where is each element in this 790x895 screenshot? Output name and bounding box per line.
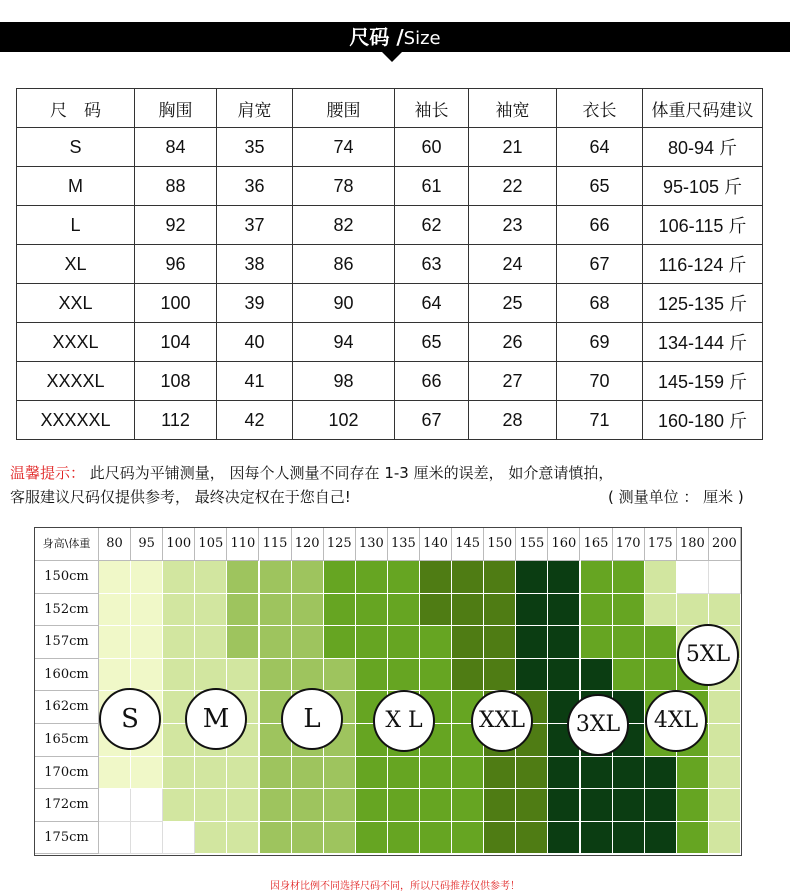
height-weight-chart <box>34 527 742 856</box>
grid-cell <box>131 822 163 855</box>
grid-cell <box>195 659 227 692</box>
grid-cell <box>645 757 677 790</box>
grid-cell <box>163 626 195 659</box>
table-cell: 64 <box>395 284 469 323</box>
table-row <box>17 206 763 245</box>
table-cell: 67 <box>395 401 469 440</box>
grid-cell <box>613 594 645 627</box>
grid-cell <box>645 789 677 822</box>
grid-cell <box>677 594 709 627</box>
height-header: 162cm <box>35 691 99 724</box>
weight-header: 145 <box>452 528 484 561</box>
grid-cell <box>548 822 580 855</box>
table-cell: S <box>17 128 135 167</box>
column-header: 袖宽 <box>469 89 557 128</box>
table-cell: 26 <box>469 323 557 362</box>
table-cell: 40 <box>217 323 293 362</box>
grid-cell <box>613 822 645 855</box>
grid-cell <box>581 757 613 790</box>
grid-cell <box>227 626 259 659</box>
grid-cell <box>99 659 131 692</box>
grid-cell <box>613 789 645 822</box>
grid-cell <box>709 724 741 757</box>
table-cell: 112 <box>135 401 217 440</box>
grid-cell <box>581 626 613 659</box>
grid-cell <box>548 626 580 659</box>
grid-cell <box>484 822 516 855</box>
grid-cell <box>452 561 484 594</box>
grid-cell <box>292 822 324 855</box>
grid-cell <box>163 822 195 855</box>
size-table-header <box>17 89 763 128</box>
grid-cell <box>356 594 388 627</box>
grid-cell <box>388 594 420 627</box>
grid-cell <box>645 561 677 594</box>
grid-cell <box>388 822 420 855</box>
height-weight-grid <box>35 528 741 855</box>
table-cell: 66 <box>557 206 643 245</box>
table-cell: 82 <box>293 206 395 245</box>
grid-cell <box>195 757 227 790</box>
measurement-unit: ( 测量单位 ： 厘米 ) <box>608 488 744 506</box>
size-badge: M <box>185 688 247 750</box>
grid-cell <box>548 659 580 692</box>
grid-cell <box>420 757 452 790</box>
banner-title-en: Size <box>403 28 441 49</box>
notice-label: 温馨提示： <box>10 464 86 482</box>
table-cell: 68 <box>557 284 643 323</box>
grid-cell <box>452 659 484 692</box>
grid-cell <box>516 757 548 790</box>
weight-header: 155 <box>516 528 548 561</box>
grid-cell <box>645 659 677 692</box>
grid-cell <box>581 594 613 627</box>
grid-cell <box>420 822 452 855</box>
table-row <box>17 284 763 323</box>
weight-header: 135 <box>388 528 420 561</box>
table-row <box>17 245 763 284</box>
grid-cell <box>99 626 131 659</box>
weight-header: 200 <box>709 528 741 561</box>
grid-cell <box>260 822 292 855</box>
table-cell: XXXXL <box>17 362 135 401</box>
grid-cell <box>677 789 709 822</box>
table-row <box>17 362 763 401</box>
grid-cell <box>260 789 292 822</box>
table-cell: 86 <box>293 245 395 284</box>
grid-cell <box>99 789 131 822</box>
grid-cell <box>227 659 259 692</box>
table-cell: L <box>17 206 135 245</box>
grid-cell <box>227 789 259 822</box>
grid-cell <box>516 822 548 855</box>
weight-header: 80 <box>99 528 131 561</box>
grid-cell <box>613 561 645 594</box>
grid-cell <box>516 626 548 659</box>
table-cell: 24 <box>469 245 557 284</box>
table-cell: 95-105 斤 <box>643 167 763 206</box>
grid-cell <box>548 594 580 627</box>
table-cell: 104 <box>135 323 217 362</box>
table-cell: 23 <box>469 206 557 245</box>
notice-line-2 <box>10 486 351 507</box>
notice-text-1: 此尺码为平铺测量， 因每个人测量不同存在 1-3 厘米的误差， 如介意请慎拍， <box>85 464 614 482</box>
grid-cell <box>324 626 356 659</box>
grid-cell <box>195 594 227 627</box>
banner-title <box>0 22 790 52</box>
grid-cell <box>548 561 580 594</box>
height-header: 165cm <box>35 724 99 757</box>
grid-cell <box>356 659 388 692</box>
table-cell: 35 <box>217 128 293 167</box>
grid-cell <box>452 757 484 790</box>
size-badge: 5XL <box>677 624 739 686</box>
grid-cell <box>581 561 613 594</box>
grid-cell <box>581 789 613 822</box>
grid-cell <box>645 822 677 855</box>
height-header: 157cm <box>35 626 99 659</box>
grid-cell <box>613 757 645 790</box>
grid-cell <box>581 659 613 692</box>
weight-header: 105 <box>195 528 227 561</box>
grid-cell <box>324 757 356 790</box>
grid-cell <box>292 594 324 627</box>
table-cell: 38 <box>217 245 293 284</box>
grid-cell <box>677 561 709 594</box>
table-cell: 61 <box>395 167 469 206</box>
grid-cell <box>227 757 259 790</box>
table-cell: 125-135 斤 <box>643 284 763 323</box>
table-cell: 41 <box>217 362 293 401</box>
grid-cell <box>709 561 741 594</box>
grid-cell <box>195 822 227 855</box>
grid-cell <box>195 789 227 822</box>
grid-cell <box>356 561 388 594</box>
grid-cell <box>484 626 516 659</box>
grid-cell <box>324 561 356 594</box>
table-cell: XL <box>17 245 135 284</box>
table-cell: 71 <box>557 401 643 440</box>
banner-title-cn: 尺码 / <box>349 25 404 49</box>
table-cell: 116-124 斤 <box>643 245 763 284</box>
grid-cell <box>709 691 741 724</box>
table-row <box>17 323 763 362</box>
grid-cell <box>131 594 163 627</box>
grid-cell <box>388 626 420 659</box>
table-cell: 25 <box>469 284 557 323</box>
table-cell: XXXL <box>17 323 135 362</box>
grid-cell <box>645 594 677 627</box>
grid-cell <box>388 757 420 790</box>
grid-cell <box>99 757 131 790</box>
grid-cell <box>516 561 548 594</box>
grid-cell <box>420 561 452 594</box>
banner-notch <box>382 52 402 62</box>
weight-header: 100 <box>163 528 195 561</box>
table-cell: 100 <box>135 284 217 323</box>
grid-cell <box>292 757 324 790</box>
size-badge: S <box>99 688 161 750</box>
height-header: 152cm <box>35 594 99 627</box>
grid-cell <box>709 789 741 822</box>
column-header: 肩宽 <box>217 89 293 128</box>
table-cell: 66 <box>395 362 469 401</box>
grid-cell <box>260 757 292 790</box>
weight-header: 140 <box>420 528 452 561</box>
size-badge: 3XL <box>567 694 629 756</box>
grid-cell <box>709 594 741 627</box>
table-row <box>17 128 763 167</box>
grid-cell <box>260 561 292 594</box>
table-cell: XXXXXL <box>17 401 135 440</box>
height-header: 175cm <box>35 822 99 855</box>
table-cell: 84 <box>135 128 217 167</box>
grid-cell <box>677 822 709 855</box>
table-cell: 96 <box>135 245 217 284</box>
table-cell: XXL <box>17 284 135 323</box>
table-cell: 28 <box>469 401 557 440</box>
size-table-body <box>17 128 763 440</box>
table-cell: 106-115 斤 <box>643 206 763 245</box>
table-row <box>17 167 763 206</box>
grid-cell <box>709 822 741 855</box>
size-badge: XXL <box>471 690 533 752</box>
grid-cell <box>452 626 484 659</box>
grid-cell <box>484 561 516 594</box>
table-cell: 42 <box>217 401 293 440</box>
weight-header: 180 <box>677 528 709 561</box>
height-header: 150cm <box>35 561 99 594</box>
weight-header: 130 <box>356 528 388 561</box>
grid-cell <box>548 789 580 822</box>
grid-cell <box>163 561 195 594</box>
table-cell: 64 <box>557 128 643 167</box>
table-cell: 74 <box>293 128 395 167</box>
grid-cell <box>484 659 516 692</box>
table-cell: 134-144 斤 <box>643 323 763 362</box>
notice-text-2: 客服建议尺码仅提供参考， 最终决定权在于您自己! <box>10 488 351 506</box>
weight-header: 120 <box>292 528 324 561</box>
column-header: 尺 码 <box>17 89 135 128</box>
grid-cell <box>260 659 292 692</box>
table-cell: 108 <box>135 362 217 401</box>
grid-cell <box>548 757 580 790</box>
weight-header: 160 <box>548 528 580 561</box>
grid-cell <box>292 561 324 594</box>
grid-cell <box>260 626 292 659</box>
column-header: 体重尺码建议 <box>643 89 763 128</box>
grid-cell <box>516 789 548 822</box>
table-cell: 65 <box>557 167 643 206</box>
grid-cell <box>292 626 324 659</box>
grid-cell <box>324 789 356 822</box>
weight-header: 170 <box>613 528 645 561</box>
grid-cell <box>613 659 645 692</box>
grid-cell <box>227 594 259 627</box>
column-header: 胸围 <box>135 89 217 128</box>
grid-cell <box>484 789 516 822</box>
grid-cell <box>420 659 452 692</box>
grid-cell <box>677 757 709 790</box>
grid-cell <box>163 659 195 692</box>
grid-cell <box>356 626 388 659</box>
size-badge: L <box>281 688 343 750</box>
grid-cell <box>356 757 388 790</box>
table-cell: 98 <box>293 362 395 401</box>
grid-cell <box>581 822 613 855</box>
grid-cell <box>99 822 131 855</box>
weight-header: 165 <box>581 528 613 561</box>
grid-cell <box>195 561 227 594</box>
table-cell: 92 <box>135 206 217 245</box>
weight-header: 175 <box>645 528 677 561</box>
table-cell: 160-180 斤 <box>643 401 763 440</box>
grid-cell <box>195 626 227 659</box>
grid-cell <box>292 789 324 822</box>
table-cell: M <box>17 167 135 206</box>
grid-cell <box>356 822 388 855</box>
table-cell: 60 <box>395 128 469 167</box>
weight-header: 125 <box>324 528 356 561</box>
grid-cell <box>324 594 356 627</box>
grid-cell <box>324 822 356 855</box>
grid-cell <box>324 659 356 692</box>
table-cell: 78 <box>293 167 395 206</box>
grid-cell <box>516 594 548 627</box>
table-cell: 94 <box>293 323 395 362</box>
table-cell: 37 <box>217 206 293 245</box>
table-cell: 69 <box>557 323 643 362</box>
grid-cell <box>260 594 292 627</box>
grid-cell <box>452 822 484 855</box>
grid-cell <box>131 626 163 659</box>
column-header: 腰围 <box>293 89 395 128</box>
table-cell: 70 <box>557 362 643 401</box>
table-cell: 62 <box>395 206 469 245</box>
size-badge: X L <box>373 690 435 752</box>
grid-cell <box>709 757 741 790</box>
table-cell: 80-94 斤 <box>643 128 763 167</box>
size-table <box>16 88 763 440</box>
table-cell: 145-159 斤 <box>643 362 763 401</box>
grid-corner-label: 身高\体重 <box>35 528 99 561</box>
footnote: 因身材比例不同选择尺码不同，所以尺码推荐仅供参考！ <box>270 881 520 892</box>
table-cell: 65 <box>395 323 469 362</box>
table-cell: 63 <box>395 245 469 284</box>
grid-cell <box>227 822 259 855</box>
grid-cell <box>163 789 195 822</box>
table-cell: 102 <box>293 401 395 440</box>
weight-header: 150 <box>484 528 516 561</box>
weight-header: 110 <box>227 528 259 561</box>
grid-cell <box>452 789 484 822</box>
grid-cell <box>163 757 195 790</box>
notice-line-1 <box>10 462 613 483</box>
grid-cell <box>163 594 195 627</box>
grid-cell <box>613 626 645 659</box>
grid-cell <box>420 789 452 822</box>
grid-cell <box>292 659 324 692</box>
grid-cell <box>484 594 516 627</box>
column-header: 衣长 <box>557 89 643 128</box>
grid-cell <box>388 789 420 822</box>
grid-cell <box>388 659 420 692</box>
grid-cell <box>131 789 163 822</box>
grid-cell <box>131 659 163 692</box>
height-header: 172cm <box>35 789 99 822</box>
height-header: 160cm <box>35 659 99 692</box>
weight-header: 115 <box>260 528 292 561</box>
table-cell: 90 <box>293 284 395 323</box>
grid-cell <box>516 659 548 692</box>
grid-cell <box>388 561 420 594</box>
size-badge: 4XL <box>645 690 707 752</box>
table-row <box>17 401 763 440</box>
table-cell: 36 <box>217 167 293 206</box>
grid-cell <box>484 757 516 790</box>
grid-cell <box>452 594 484 627</box>
grid-cell <box>227 561 259 594</box>
grid-cell <box>99 594 131 627</box>
grid-cell <box>420 626 452 659</box>
table-cell: 67 <box>557 245 643 284</box>
weight-header: 95 <box>131 528 163 561</box>
table-cell: 21 <box>469 128 557 167</box>
table-cell: 39 <box>217 284 293 323</box>
grid-cell <box>645 626 677 659</box>
column-header: 袖长 <box>395 89 469 128</box>
grid-cell <box>356 789 388 822</box>
table-cell: 22 <box>469 167 557 206</box>
table-cell: 88 <box>135 167 217 206</box>
grid-cell <box>420 594 452 627</box>
grid-cell <box>131 561 163 594</box>
title-banner <box>0 22 790 52</box>
grid-cell <box>99 561 131 594</box>
grid-cell <box>131 757 163 790</box>
table-cell: 27 <box>469 362 557 401</box>
height-header: 170cm <box>35 757 99 790</box>
